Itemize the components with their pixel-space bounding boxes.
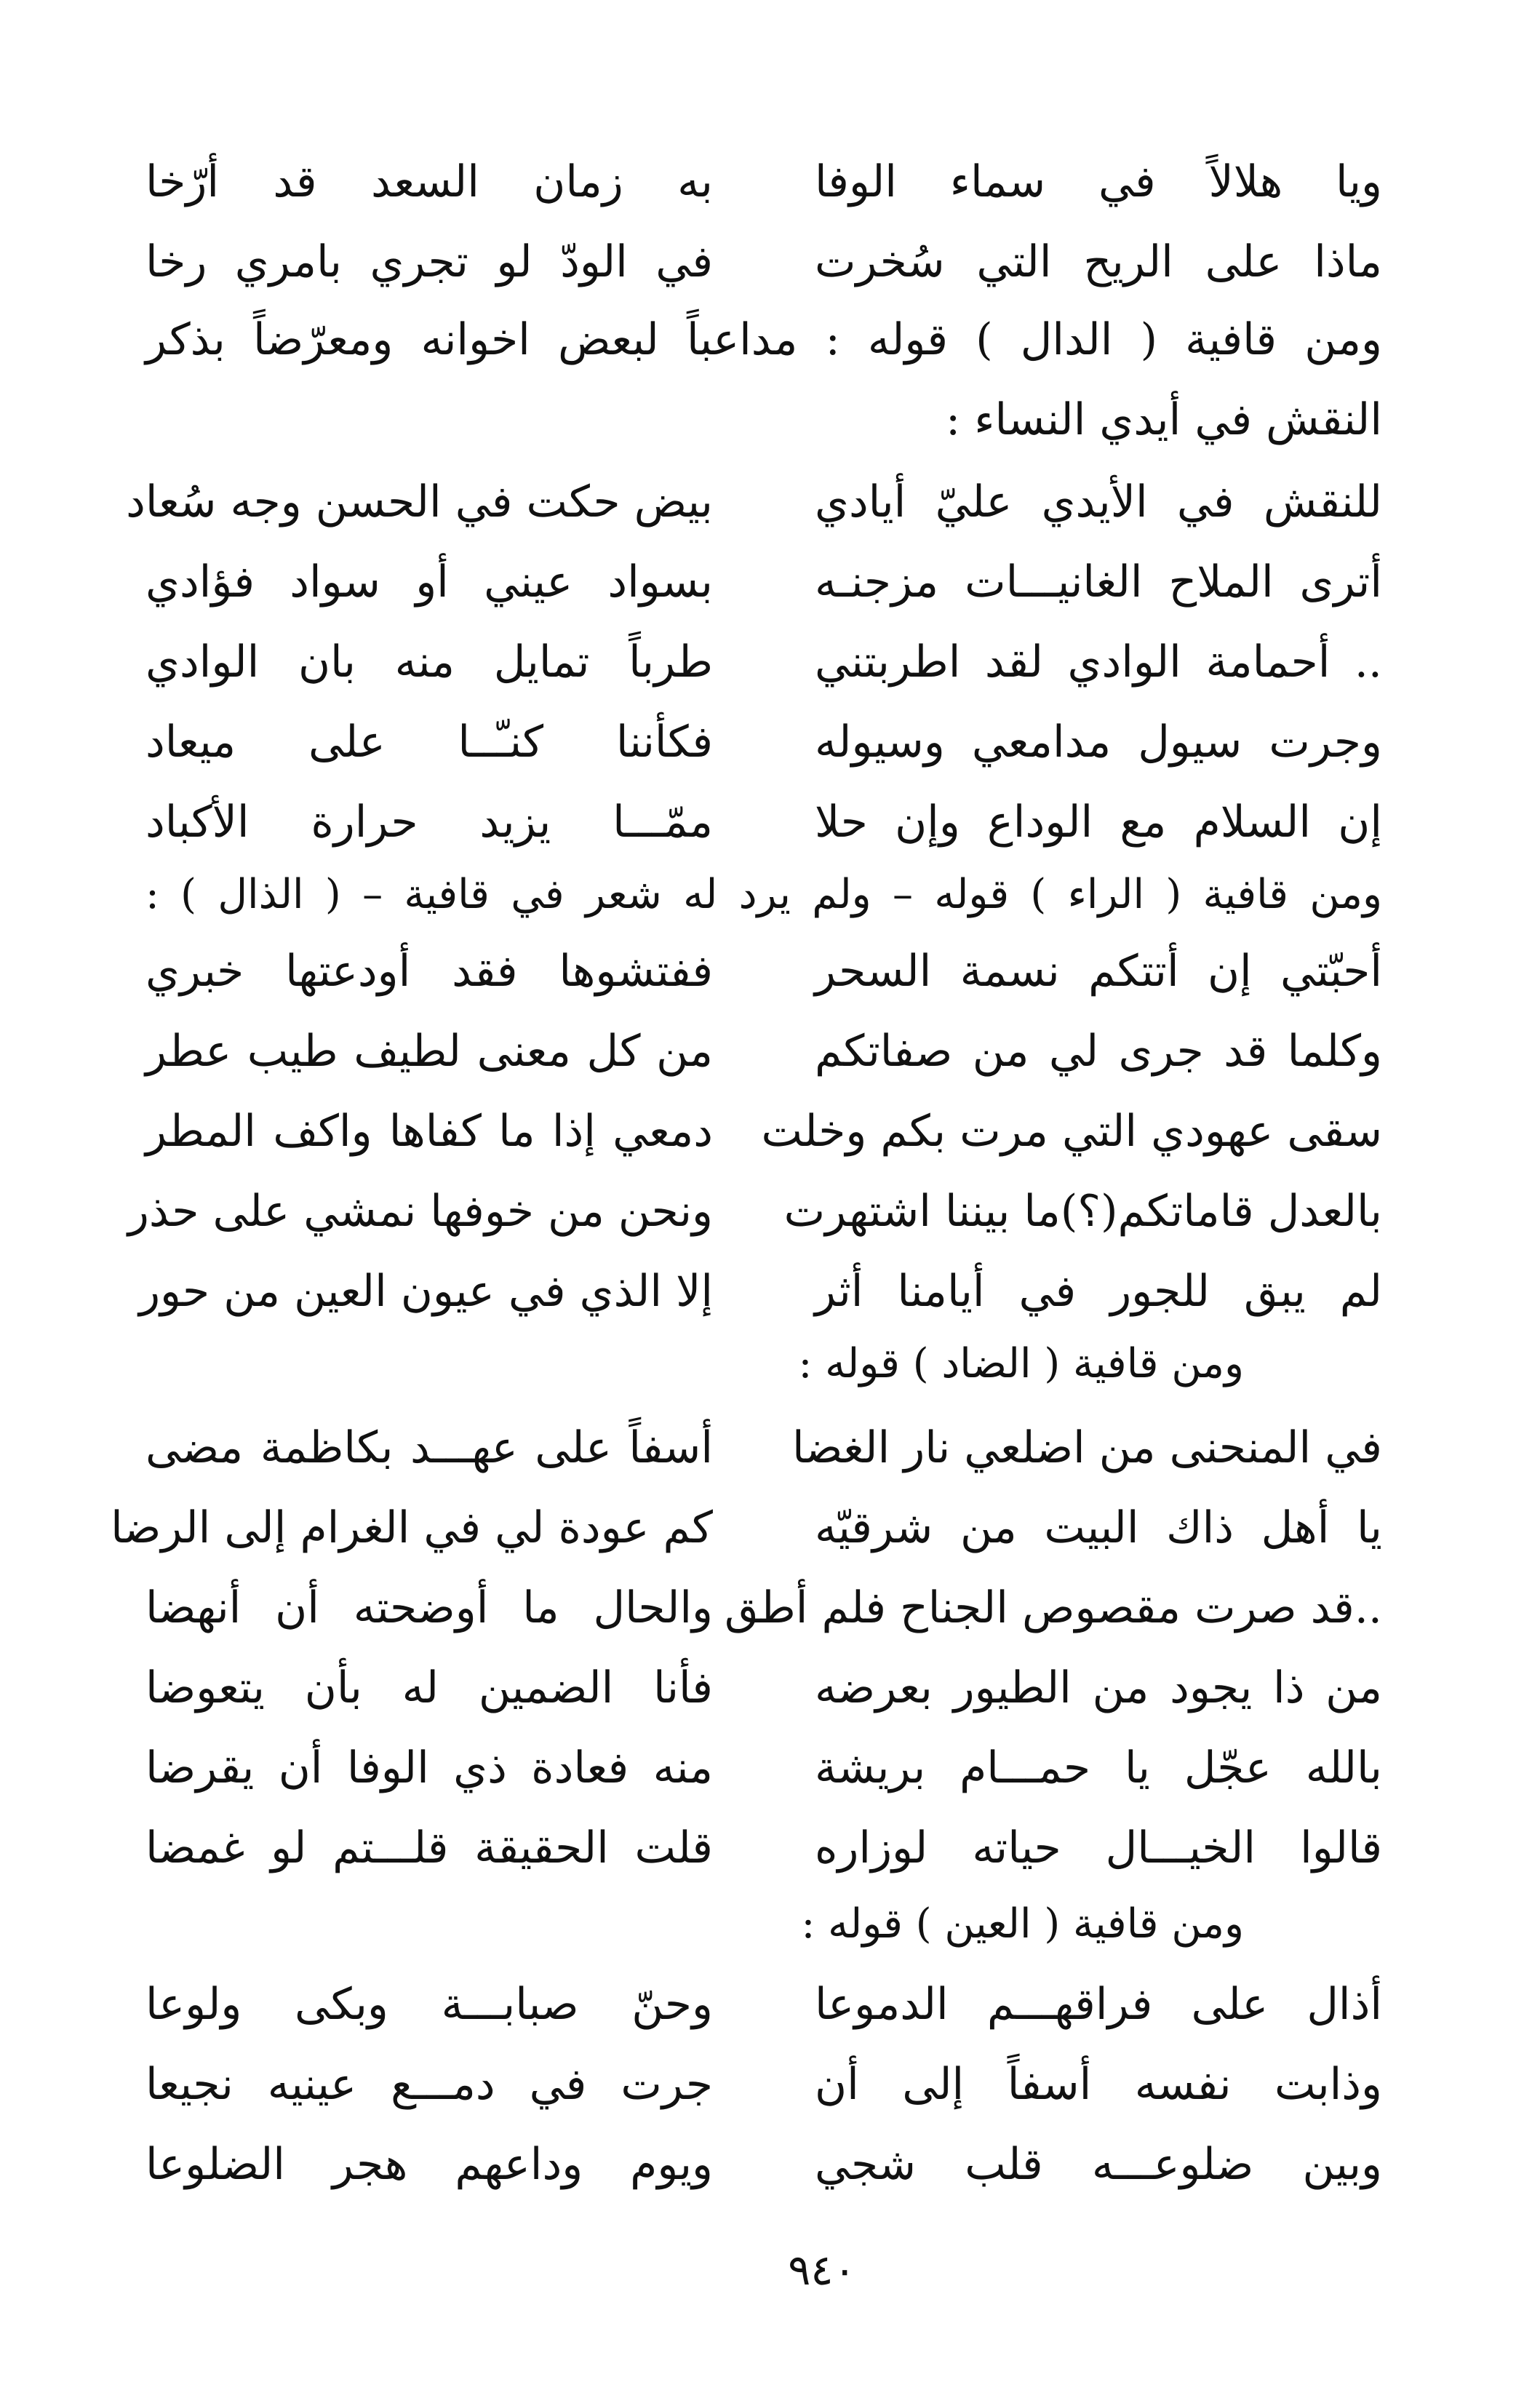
first-hemistich: أترى الملاح الغانيـــات مزجنـه: [815, 557, 1382, 608]
first-hemistich: قالوا الخيـــال حياته لوزاره: [815, 1823, 1382, 1873]
second-hemistich: والحال ما أوضحته أن أنهضا: [145, 1582, 713, 1633]
verse-line: [145, 706, 1382, 778]
section-heading: ومن قافية ( العين ) قوله :: [801, 1900, 1244, 1948]
first-hemistich: وبين ضلوعـــه قلب شجي: [815, 2139, 1382, 2190]
verse-line: [145, 626, 1382, 698]
second-hemistich: بيض حكت في الحسن وجه سُعاد: [126, 477, 713, 527]
second-hemistich: في الودّ لو تجري بامري رخا: [145, 236, 713, 287]
verse-line: [145, 546, 1382, 618]
second-hemistich: ممّـــا يزيد حرارة الأكباد: [145, 797, 713, 848]
first-hemistich: للنقش في الأيدي عليّ أيادي: [815, 477, 1382, 527]
second-hemistich: جرت في دمـــع عينيه نجيعا: [145, 2059, 713, 2110]
section-heading: ومن قافية ( الضاد ) قوله :: [798, 1340, 1244, 1387]
verse-line: [145, 1812, 1382, 1884]
second-hemistich: ففتشوها فقد أودعتها خبري: [145, 946, 713, 997]
second-hemistich: فأنا الضمين له بأن يتعوضا: [145, 1662, 713, 1713]
verse-line: [111, 1491, 1382, 1564]
verse-line: [145, 1095, 1382, 1168]
first-hemistich: ..قد صرت مقصوص الجناح فلم أطق: [724, 1582, 1382, 1633]
first-hemistich: وذابت نفسه أسفاً إلى أن: [815, 2059, 1382, 2110]
second-hemistich: منه فعادة ذي الوفا أن يقرضا: [145, 1742, 713, 1793]
section-heading: ومن قافية ( الراء ) قوله – ولم يرد له شعر في قافية – ( الذال ) :: [145, 871, 1382, 918]
verse-line: [145, 1968, 1382, 2041]
second-hemistich: قلت الحقيقة قلـــتم لو غمضا: [145, 1823, 713, 1873]
first-hemistich: يا أهل ذاك البيت من شرقيّه: [815, 1502, 1382, 1553]
first-hemistich: وكلما قد جرى لي من صفاتكم: [815, 1026, 1382, 1077]
first-hemistich: بالله عجّل يا حمـــام بريشة: [815, 1742, 1382, 1793]
second-hemistich: من كل معنى لطيف طيب عطر: [145, 1026, 713, 1077]
second-hemistich: ويوم وداعهم هجر الضلوعا: [145, 2139, 713, 2190]
first-hemistich: سقى عهودي التي مرت بكم وخلت: [761, 1106, 1382, 1157]
book-page: [111, 146, 1382, 2295]
first-hemistich: وجرت سيول مدامعي وسيوله: [815, 717, 1382, 768]
verse-line: [145, 1652, 1382, 1724]
second-hemistich: ونحن من خوفها نمشي على حذر: [127, 1186, 713, 1237]
second-hemistich: كم عودة لي في الغرام إلى الرضا: [111, 1502, 713, 1553]
prose-line: ومن قافية ( الدال ) قوله : مداعباً لبعض اخوانه ومعرّضاً بذكر: [145, 314, 1382, 365]
first-hemistich: ويا هلالاً في سماء الوفا: [815, 156, 1382, 207]
first-hemistich: .. أحمامة الوادي لقد اطربتني: [815, 637, 1382, 688]
first-hemistich: في المنحنى من اضلعي نار الغضا: [791, 1422, 1382, 1473]
verse-line: [145, 2048, 1382, 2121]
first-hemistich: إن السلام مع الوداع وإن حلا: [815, 797, 1382, 848]
second-hemistich: به زمان السعد قد أرّخا: [145, 156, 713, 207]
first-hemistich: بالعدل قاماتكم(؟)ما بيننا اشتهرت: [783, 1186, 1382, 1237]
first-hemistich: ماذا على الريح التي سُخرت: [815, 236, 1382, 287]
verse-line: [145, 1572, 1382, 1644]
second-hemistich: وحنّ صبابـــة وبكى ولوعا: [145, 1979, 713, 2030]
verse-line: [145, 2128, 1382, 2201]
second-hemistich: فكأننا كنـّــا على ميعاد: [145, 717, 713, 768]
verse-line: [145, 1015, 1382, 1088]
second-hemistich: أسفاً على عهـــد بكاظمة مضى: [145, 1422, 713, 1473]
first-hemistich: أحبّتي إن أتتكم نسمة السحر: [815, 946, 1382, 997]
first-hemistich: لم يبق للجور في أيامنا أثر: [815, 1266, 1382, 1317]
verse-line: [145, 226, 1382, 298]
second-hemistich: طرباً تمايل منه بان الوادي: [145, 637, 713, 688]
first-hemistich: من ذا يجود من الطيور بعرضه: [815, 1662, 1382, 1713]
verse-line: [139, 1255, 1382, 1328]
verse-line: [145, 786, 1382, 859]
verse-line: [145, 935, 1382, 1008]
second-hemistich: بسواد عيني أو سواد فؤادي: [145, 557, 713, 608]
second-hemistich: دمعي إذا ما كفاها واكف المطر: [145, 1106, 713, 1157]
verse-line: [145, 1732, 1382, 1804]
prose-line: النقش في أيدي النساء :: [946, 394, 1382, 445]
verse-line: [145, 1411, 1382, 1484]
second-hemistich: إلا الذي في عيون العين من حور: [139, 1266, 713, 1317]
first-hemistich: أذال على فراقهـــم الدموعا: [815, 1979, 1382, 2030]
verse-line: [145, 146, 1382, 218]
verse-line: [126, 466, 1382, 538]
verse-line: [127, 1175, 1382, 1248]
page-number: ٩٤٠: [788, 2245, 856, 2295]
